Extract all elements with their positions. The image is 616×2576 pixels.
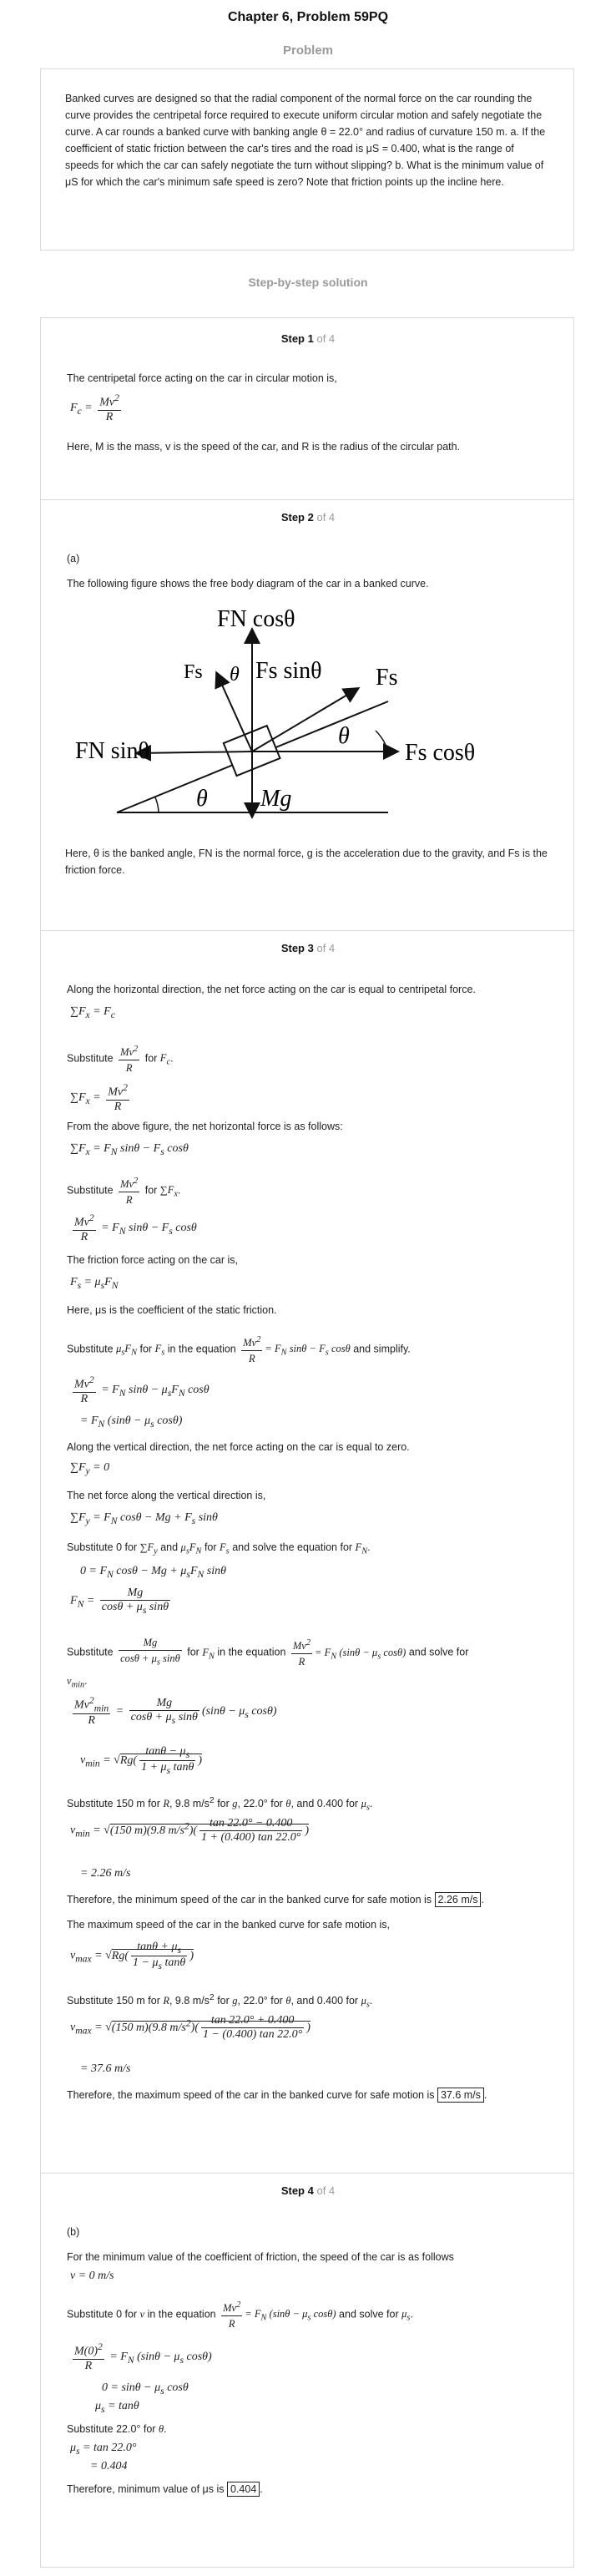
step-3-l4: Here, μs is the coefficient of the static friction. — [67, 1304, 277, 1316]
step-3-l5: Along the vertical direction, the net force acting on the car is equal to zero. — [67, 1441, 410, 1453]
step-2-part: (a) — [67, 553, 80, 564]
label-fs-cos: Fs cosθ — [405, 740, 476, 766]
problem-heading: Problem — [282, 43, 333, 58]
solution-heading: Step-by-step solution — [248, 276, 368, 289]
label-fs-right: Fs — [376, 665, 398, 691]
step-3-l3: The friction force acting on the car is, — [67, 1254, 238, 1266]
page-title: Chapter 6, Problem 59PQ — [227, 10, 389, 24]
label-mg: Mg — [260, 786, 292, 812]
label-fn-sin: FN sinθ — [75, 738, 149, 764]
label-fs-sin: Fs sinθ — [255, 658, 322, 684]
step-2-here: Here, θ is the banked angle, FN is the normal force, g is the acceleration due to the gravity, and Fs is the friction force. — [65, 848, 548, 876]
label-fn-cos: FN cosθ — [217, 606, 295, 632]
label-fs-left: Fs — [184, 661, 203, 683]
free-body-diagram — [67, 597, 534, 827]
step-1-intro: The centripetal force acting on the car in circular motion is, — [67, 372, 337, 384]
step-4-header: Step 4 of 4 — [280, 2184, 336, 2197]
label-theta-top: θ — [230, 664, 240, 686]
max-speed-intro: The maximum speed of the car in the banked curve for safe motion is, — [67, 1919, 390, 1931]
min-speed-answer: 2.26 m/s — [435, 1892, 482, 1907]
label-theta-bottom: θ — [196, 786, 208, 812]
step-2-intro: The following figure shows the free body diagram of the car in a banked curve. — [67, 578, 429, 590]
min-coefficient-text: Therefore, minimum value of μs is — [67, 2483, 225, 2495]
min-speed-text: Therefore, the minimum speed of the car in the banked curve for safe motion is — [67, 1894, 432, 1905]
step-3-header: Step 3 of 4 — [280, 942, 336, 954]
min-coefficient-answer: 0.404 — [227, 2482, 260, 2497]
step-3-l1: Along the horizontal direction, the net force acting on the car is equal to centripetal force. — [67, 984, 476, 995]
step-4-l1: For the minimum value of the coefficient of friction, the speed of the car is as follows — [67, 2251, 454, 2263]
eq-fc: $F_c$ = $\frac{Mv^2}{R}$ — [70, 392, 119, 423]
step-3-l2: From the above figure, the net horizontal force is as follows: — [67, 1121, 343, 1132]
step-1-header: Step 1 of 4 — [280, 332, 336, 345]
max-speed-text: Therefore, the maximum speed of the car in the banked curve for safe motion is — [67, 2089, 435, 2101]
step-4-part: (b) — [67, 2226, 80, 2238]
label-theta-right: θ — [338, 723, 350, 749]
problem-text: Banked curves are designed so that the radial component of the normal force on the car rounding the curve provides the centripetal force required to execute uniform circular motion and safely negotiate the curve. A car rounds a banked curve with banking angle θ = 22.0° and radius of curvature 150 m. a. If the coefficient of static friction between the car's tires and the road is μS = 0.400, what is the range of speeds for which the car can safely negotiate the turn without slipping? b. What is the minimum value of μS for which the car's minimum safe speed is zero? Note that friction points up the incline here. — [65, 93, 546, 188]
step-3-l6: The net force along the vertical direction is, — [67, 1490, 266, 1501]
step-1-here: Here, M is the mass, v is the speed of the car, and R is the radius of the circular path. — [67, 441, 461, 453]
max-speed-answer: 37.6 m/s — [437, 2088, 484, 2103]
step-2-header: Step 2 of 4 — [280, 511, 336, 524]
